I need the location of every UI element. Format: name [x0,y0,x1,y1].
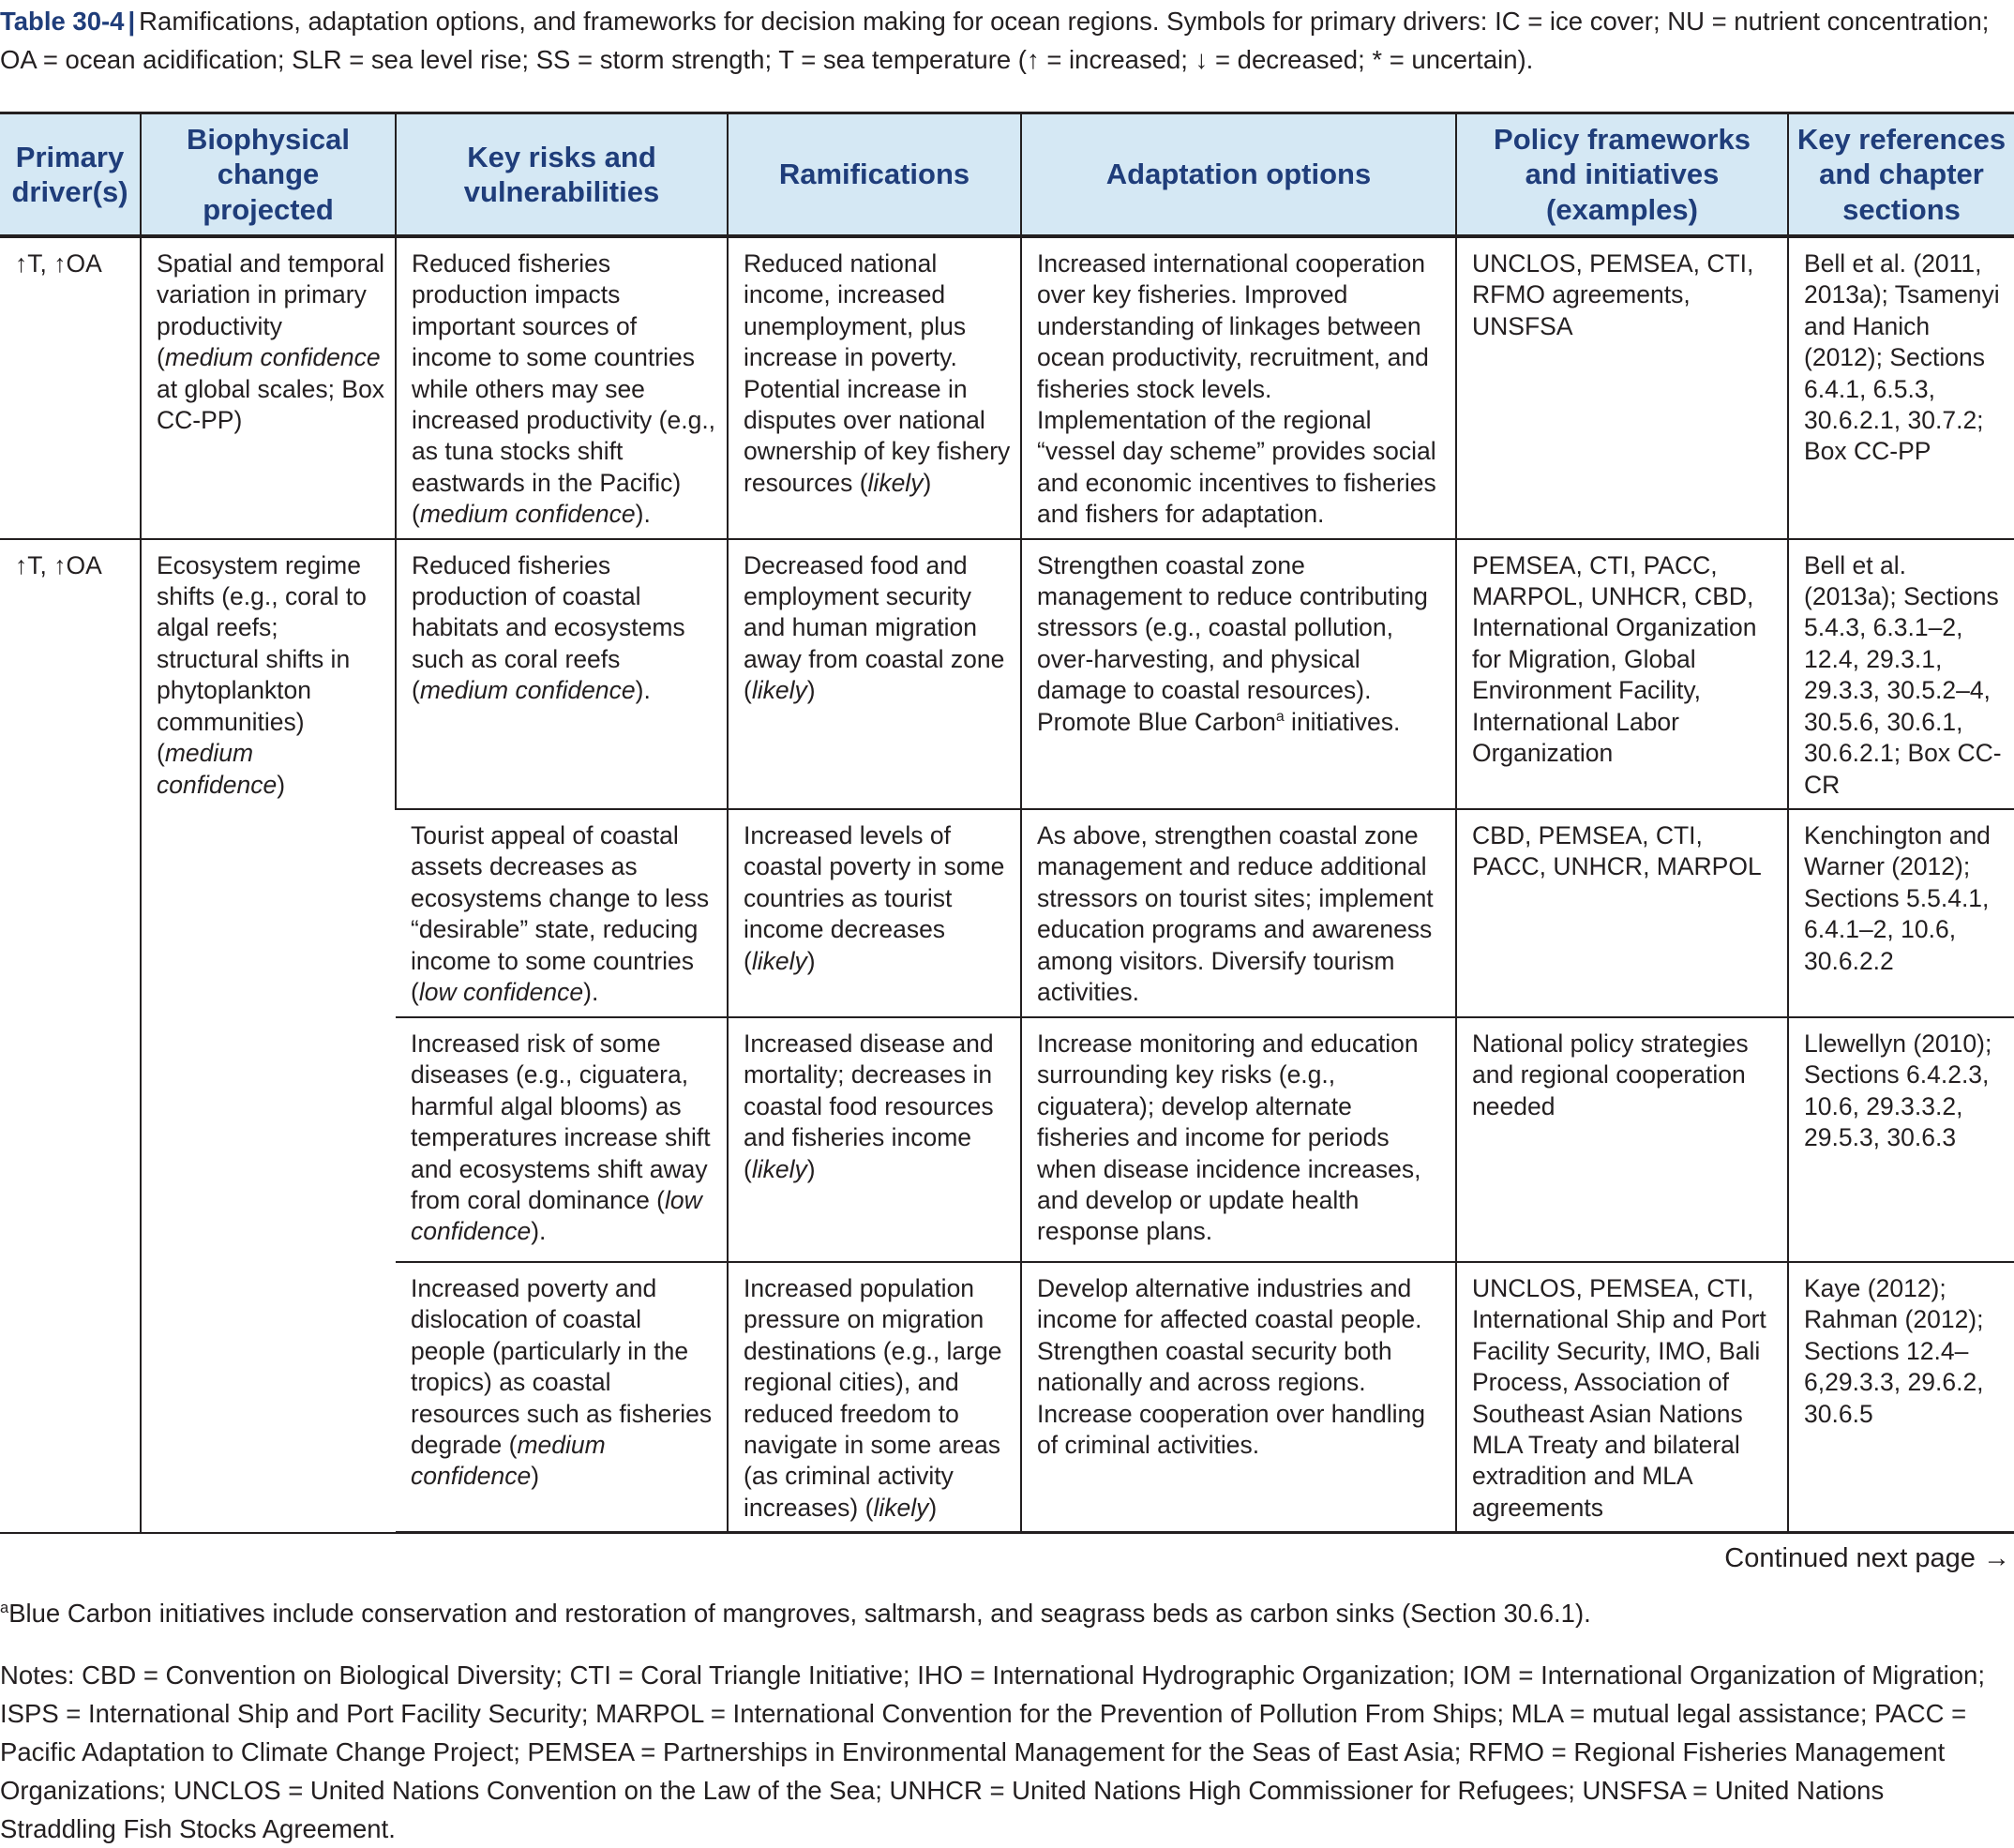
cell-policy-frameworks [1456,809,1788,1017]
cell-ramifications [728,236,1021,539]
likelihood-text: likely [751,1154,807,1183]
table-notes: Notes: CBD = Convention on Biological Diversity; CTI = Coral Triangle Initiative; IHO = International Hydrographic Organization; IOM = International Organization of Migration; ISPS = International Ship and Port Facility Security; MARPOL = International Convention for the Prevention of Pollution From Ships; MLA = mutual legal assistance; PACC = Pacific Adaptation to Climate Change Project; PEMSEA = Partnerships in Environmental Management for the Seas of East Asia; RFMO = Regional Fisheries Management Organizations; UNCLOS = United Nations Convention on the Law of the Sea; UNHCR = United Nations High Commissioner for Refugees; UNSFSA = United Nations Straddling Fish Stocks Agreement. [0,1660,1985,1843]
text-run: Bell et al. (2013a); Sections 5.4.3, 6.3.1–2, 12.4, 29.3.1, 29.3.3, 30.5.2–4, 30.5.6, 30.6.1, 30.6.2.1; Box CC-CR [1804,550,2002,799]
confidence-text: medium confidence [157,739,278,799]
cell-key-risks [396,1017,728,1262]
cell-ramifications [728,1262,1021,1533]
likelihood-text: likely [867,468,924,497]
cell-ramifications [728,1017,1021,1262]
footnote-marker: a [0,1599,9,1616]
text-run: Reduced national income, increased unemployment, plus increase in poverty. Potential increase in disputes over national ownership of key fishery resources ( [744,249,1011,497]
text-run: at global scales; Box CC-PP) [157,374,385,435]
likelihood-text: likely [873,1493,929,1522]
cell-key-references [1788,236,2014,539]
cell-key-risks [396,236,728,539]
table-number: Table 30-4 [0,7,125,36]
confidence-text: medium confidence [419,500,636,529]
text-run: CBD, PEMSEA, CTI, PACC, UNHCR, MARPOL [1472,820,1762,881]
caption-separator: | [128,7,136,36]
text-run: ). [635,500,651,529]
caption-text: Ramifications, adaptation options, and frameworks for decision making for ocean regions. Symbols for primary drivers: IC = ice cover; NU = nutrient concentration; OA = ocean acidification; SLR = sea level rise; SS = storm strength; T = sea temperature (↑ = increased; ↓ = decreased; * = uncertain). [0,7,1990,74]
ramifications-table [0,112,2014,1534]
text-run: Ecosystem regime shifts (e.g., coral to algal reefs; structural shifts in phytoplankton communities) ( [157,550,367,768]
text-run: ). [531,1217,547,1246]
header-primary-drivers: Primary driver(s) [0,113,141,237]
text-run: National policy strategies and regional cooperation needed [1472,1029,1749,1120]
footnote [0,1595,2006,1632]
likelihood-text: likely [751,946,807,975]
cell-policy-frameworks [1456,1262,1788,1533]
text-run: UNCLOS, PEMSEA, CTI, International Ship and Port Facility Security, IMO, Bali Process, Association of Southeast Asian Nations MLA Treaty and bilateral extradition and MLA agreements [1472,1273,1766,1522]
cell-adaptation-options [1021,539,1456,809]
text-run: ). [583,977,599,1006]
cell-primary-drivers [0,236,141,539]
cell-policy-frameworks [1456,1017,1788,1262]
cell-adaptation-options [1021,1017,1456,1262]
header-adaptation-options: Adaptation options [1021,113,1456,237]
cell-key-references [1788,1262,2014,1533]
text-run: Reduced fisheries production impacts important sources of income to some countries while others may see increased productivity (e.g., as tuna stocks shift eastwards in the Pacific) ( [412,249,716,529]
cell-adaptation-options [1021,809,1456,1017]
text-run: As above, strengthen coastal zone management and reduce additional stressors on tourist sites; implement education programs and awareness among visitors. Diversify tourism activities. [1037,820,1434,1006]
text-run: Tourist appeal of coastal assets decreases as ecosystems change to less “desirable” state, reducing income to some countries ( [411,820,710,1006]
text-run: Llewellyn (2010); Sections 6.4.2.3, 10.6, 29.3.3.2, 29.5.3, 30.6.3 [1804,1029,1992,1152]
cell-key-references [1788,539,2014,809]
text-run: Increased international cooperation over key fisheries. Improved understanding of linkages between ocean productivity, recruitment, and fisheries stock levels. Implementation of the regional “vessel day scheme” provides social and economic incentives to fisheries and fishers for adaptation. [1037,249,1436,529]
text-run: ). [635,676,651,705]
text-run: Reduced fisheries production of coastal habitats and ecosystems such as coral reefs ( [412,550,685,705]
cell-key-references [1788,1017,2014,1262]
header-policy-frameworks: Policy frameworks and initiatives (examples) [1456,113,1788,237]
text-run: Increased population pressure on migration destinations (e.g., large regional cities), and reduced freedom to navigate in some areas (as criminal activity increases) ( [744,1273,1002,1522]
cell-ramifications [728,809,1021,1017]
table-header-row [0,113,2014,237]
cell-biophysical-change [141,236,396,539]
text-run: Increase monitoring and education surrounding key risks (e.g., ciguatera); develop alternate fisheries and income for periods when disease incidence increases, and develop or update health response plans. [1037,1029,1421,1246]
text-run: ) [923,468,932,497]
drivers-text: ↑T, ↑OA [15,249,102,278]
continued-next-page: Continued next page → [1724,1543,2010,1573]
text-run: Decreased food and employment security and human migration away from coastal zone ( [744,550,1005,705]
table-row [0,539,2014,809]
table-caption [0,2,2006,79]
text-run: Increased levels of coastal poverty in some countries as tourist income decreases ( [744,820,1005,975]
footnote-text: Blue Carbon initiatives include conservation and restoration of mangroves, saltmarsh, and seagrass beds as carbon sinks (Section 30.6.1). [8,1599,1591,1628]
cell-primary-drivers [0,539,141,1533]
cell-biophysical-change [141,539,396,1533]
cell-ramifications [728,539,1021,809]
cell-key-references [1788,809,2014,1017]
text-run: Develop alternative industries and income for affected coastal people. Strengthen coastal security both nationally and across regions. Increase cooperation over handling of criminal activities. [1037,1273,1425,1459]
cell-key-risks [396,539,728,809]
header-key-risks: Key risks and vulnerabilities [396,113,728,237]
text-run: ) [928,1493,938,1522]
table-row [0,236,2014,539]
text-run: ) [806,946,816,975]
text-run: Kenchington and Warner (2012); Sections 5.5.4.1, 6.4.1–2, 10.6, 30.6.2.2 [1804,820,1991,975]
text-run: Increased disease and mortality; decreases in coastal food resources and fisheries income ( [744,1029,994,1183]
text-run: Strengthen coastal zone management to reduce contributing stressors (e.g., coastal pollution, over-harvesting, and physical damage to coastal resources). Promote Blue Carbon [1037,550,1428,736]
cell-policy-frameworks [1456,236,1788,539]
cell-adaptation-options [1021,236,1456,539]
cell-policy-frameworks [1456,539,1788,809]
confidence-text: low confidence [418,977,584,1006]
text-run: initiatives. [1284,707,1401,736]
text-run: ) [277,770,286,799]
confidence-text: medium confidence [164,343,381,372]
footnote-marker: a [1275,708,1285,725]
text-run: UNCLOS, PEMSEA, CTI, RFMO agreements, UNSFSA [1472,249,1754,340]
text-run: Kaye (2012); Rahman (2012); Sections 12.4–6,29.3.3, 29.6.2, 30.6.5 [1804,1273,1984,1428]
header-ramifications: Ramifications [728,113,1021,237]
text-run: ) [531,1462,540,1491]
cell-adaptation-options [1021,1262,1456,1533]
likelihood-text: likely [751,676,807,705]
text-run: Bell et al. (2011, 2013a); Tsamenyi and Hanich (2012); Sections 6.4.1, 6.5.3, 30.6.2.1, 30.7.2; Box CC-PP [1804,249,2000,466]
text-run: Spatial and temporal variation in primary productivity ( [157,249,385,372]
text-run: ) [806,1154,816,1183]
confidence-text: low confidence [411,1185,702,1246]
text-run: ) [806,676,816,705]
header-biophysical-change: Biophysical change projected [141,113,396,237]
cell-key-risks [396,1262,728,1533]
text-run: Increased risk of some diseases (e.g., ciguatera, harmful algal blooms) as temperatures increase shift and ecosystems shift away from coral dominance ( [411,1029,711,1214]
confidence-text: medium confidence [411,1430,606,1491]
text-run: PEMSEA, CTI, PACC, MARPOL, UNHCR, CBD, International Organization for Migration, Global Environment Facility, International Labor Organization [1472,550,1757,768]
confidence-text: medium confidence [419,676,636,705]
drivers-text: ↑T, ↑OA [15,550,102,579]
text-run: Increased poverty and dislocation of coastal people (particularly in the tropics) as coastal resources such as fisheries degrade ( [411,1273,713,1459]
header-key-references: Key references and chapter sections [1788,113,2014,237]
cell-key-risks [396,809,728,1017]
